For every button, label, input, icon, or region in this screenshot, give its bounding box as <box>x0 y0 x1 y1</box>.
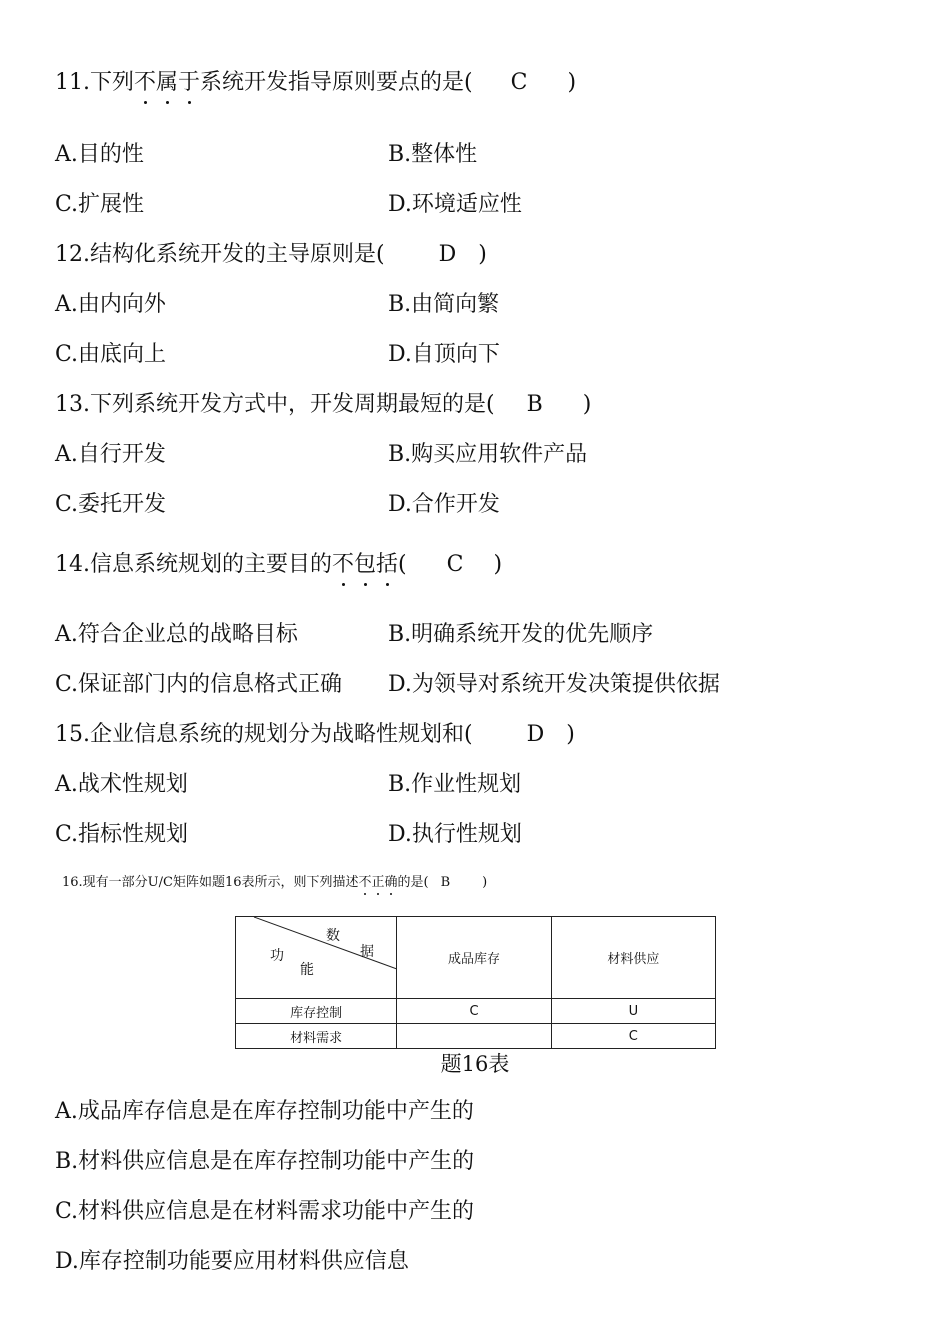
question-15-stem: 15.企业信息系统的规划分为战略性规划和( D ) <box>55 722 575 747</box>
option-13-a: A.自行开发 <box>55 442 166 467</box>
column-header: 材料供应 <box>551 917 715 999</box>
option-11-d: D.环境适应性 <box>388 192 522 217</box>
option-11-a: A.目的性 <box>55 142 144 167</box>
question-12-stem: 12.结构化系统开发的主导原则是( D ) <box>55 242 487 267</box>
emphasis-text: 不正确 <box>359 875 398 890</box>
answer-13: B <box>526 392 543 417</box>
question-14-stem: 14.信息系统规划的主要目的不包括 ( C ) <box>55 550 502 580</box>
option-15-c: C.指标性规划 <box>55 822 189 847</box>
option-12-c: C.由底向上 <box>55 342 167 367</box>
option-16-a: A.成品库存信息是在库存控制功能中产生的 <box>55 1099 474 1124</box>
answer-15: D <box>526 722 545 747</box>
corner-label-neng: 能 <box>300 962 314 978</box>
corner-label-shu: 数 <box>326 928 340 944</box>
option-15-b: B.作业性规划 <box>388 772 522 797</box>
table-cell: C <box>397 999 551 1024</box>
emphasis-text: 不包括 <box>332 552 398 577</box>
table-row <box>236 1024 716 1049</box>
option-11-c: C.扩展性 <box>55 192 145 217</box>
option-14-b: B.明确系统开发的优先顺序 <box>388 622 654 647</box>
table-caption: 题16表 <box>440 1052 510 1076</box>
option-15-d: D.执行性规划 <box>388 822 522 847</box>
option-12-a: A.由内向外 <box>55 292 166 317</box>
option-15-a: A.战术性规划 <box>55 772 188 797</box>
table-cell: C <box>551 1024 715 1049</box>
answer-12: D <box>438 242 457 267</box>
answer-16: B <box>440 875 451 890</box>
option-16-c: C.材料供应信息是在材料需求功能中产生的 <box>55 1199 475 1224</box>
option-11-b: B.整体性 <box>388 142 478 167</box>
corner-label-ju: 据 <box>360 944 374 960</box>
option-16-b: B.材料供应信息是在库存控制功能中产生的 <box>55 1149 475 1174</box>
row-label: 材料需求 <box>236 1024 397 1049</box>
table-corner-cell <box>236 917 397 999</box>
answer-14: C <box>446 552 464 577</box>
table-cell: U <box>551 999 715 1024</box>
question-13-stem: 13.下列系统开发方式中，开发周期最短的是( B ) <box>55 392 592 417</box>
option-13-d: D.合作开发 <box>388 492 500 517</box>
answer-11: C <box>510 70 528 95</box>
option-16-d: D.库存控制功能要应用材料供应信息 <box>55 1249 409 1274</box>
question-16-stem: 16.现有一部分U/C矩阵如题16表所示，则下列描述不正确 的是( B ) <box>62 874 487 892</box>
option-14-c: C.保证部门内的信息格式正确 <box>55 672 343 697</box>
emphasis-text: 不属于 <box>134 70 200 95</box>
corner-label-gong: 功 <box>270 948 284 964</box>
option-14-d: D.为领导对系统开发决策提供依据 <box>388 672 720 697</box>
table-row <box>236 999 716 1024</box>
option-14-a: A.符合企业总的战略目标 <box>55 622 298 647</box>
table-cell <box>397 1024 551 1049</box>
row-label: 库存控制 <box>236 999 397 1024</box>
option-12-b: B.由简向繁 <box>388 292 500 317</box>
option-13-c: C.委托开发 <box>55 492 167 517</box>
column-header: 成品库存 <box>397 917 551 999</box>
uc-matrix-table <box>235 916 716 1049</box>
question-11-stem: 11.下列不属于 系统开发指导原则要点的是( C ) <box>55 68 576 98</box>
option-13-b: B.购买应用软件产品 <box>388 442 588 467</box>
option-12-d: D.自顶向下 <box>388 342 500 367</box>
